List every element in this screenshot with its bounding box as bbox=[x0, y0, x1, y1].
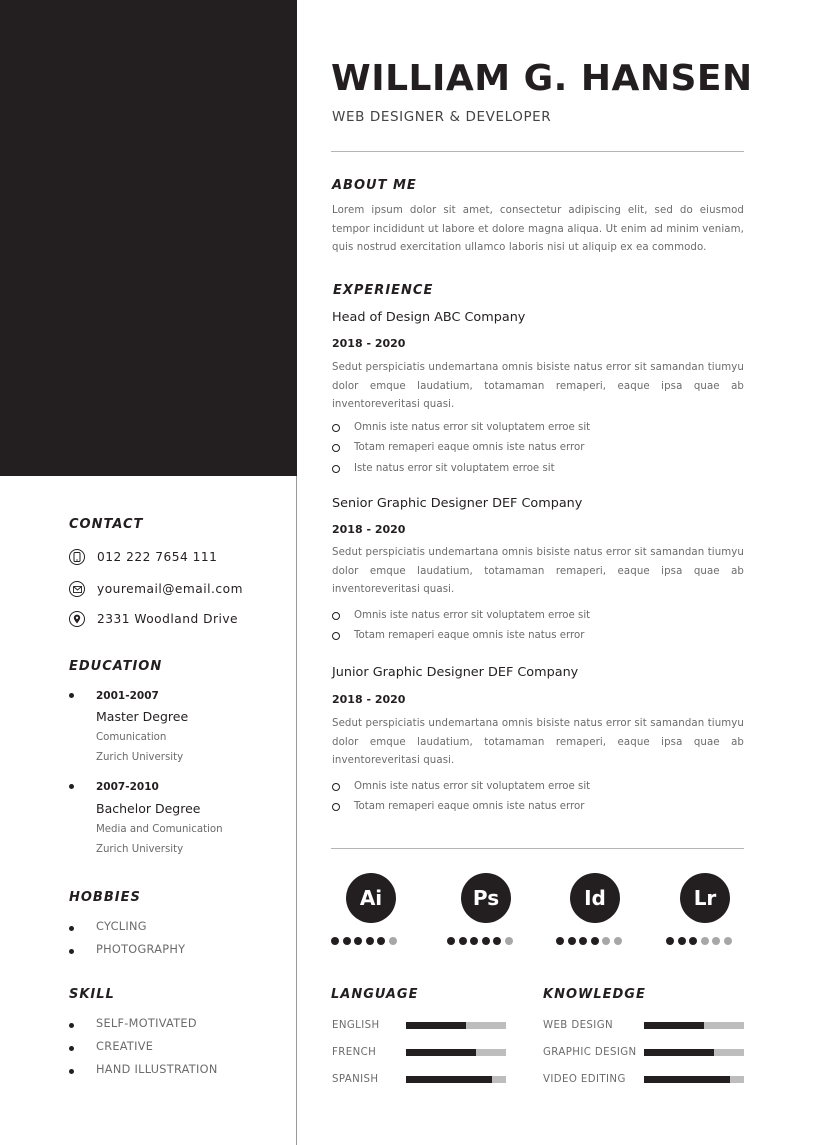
rating-dot-filled bbox=[366, 937, 374, 945]
rating-dot-filled bbox=[678, 937, 686, 945]
software-divider bbox=[331, 848, 744, 849]
skill-item: HAND ILLUSTRATION bbox=[96, 1063, 218, 1076]
rating-dot-filled bbox=[591, 937, 599, 945]
photoshop-rating bbox=[447, 937, 516, 945]
education-school: Zurich University bbox=[96, 752, 184, 763]
rating-dot-filled bbox=[447, 937, 455, 945]
language-bar-fill bbox=[406, 1049, 476, 1056]
education-years: 2007-2010 bbox=[96, 781, 159, 793]
job-title: Junior Graphic Designer DEF Company bbox=[332, 665, 579, 680]
experience-title: EXPERIENCE bbox=[333, 283, 434, 298]
indesign-logo: Id bbox=[570, 873, 620, 923]
job-title: Senior Graphic Designer DEF Company bbox=[332, 496, 583, 511]
rating-dot-empty bbox=[602, 937, 610, 945]
bullet-circle-icon bbox=[332, 783, 340, 791]
hobby-item: PHOTOGRAPHY bbox=[96, 943, 186, 956]
lightroom-logo: Lr bbox=[680, 873, 730, 923]
job-bullets bbox=[332, 606, 744, 647]
rating-dot-filled bbox=[689, 937, 697, 945]
resume-role: WEB DESIGNER & DEVELOPER bbox=[332, 109, 552, 125]
rating-dot-empty bbox=[389, 937, 397, 945]
rating-dot-filled bbox=[579, 937, 587, 945]
contact-title: CONTACT bbox=[69, 517, 144, 532]
rating-dot-filled bbox=[377, 937, 385, 945]
rating-dot-filled bbox=[343, 937, 351, 945]
rating-dot-filled bbox=[470, 937, 478, 945]
education-field: Comunication bbox=[96, 732, 167, 743]
bullet-circle-icon bbox=[332, 465, 340, 473]
job-bullets bbox=[332, 418, 744, 479]
bullet-circle-icon bbox=[332, 612, 340, 620]
bullet-dot-icon bbox=[69, 1046, 74, 1051]
job-years: 2018 - 2020 bbox=[332, 523, 406, 536]
knowledge-bar bbox=[644, 1022, 744, 1029]
list-item: Iste natus error sit voluptatem erroe sit bbox=[332, 459, 744, 479]
resume-name: WILLIAM G. HANSEN bbox=[331, 58, 753, 99]
list-item: Totam remaperi eaque omnis iste natus error bbox=[332, 438, 744, 458]
illustrator-logo: Ai bbox=[346, 873, 396, 923]
rating-dot-filled bbox=[331, 937, 339, 945]
knowledge-bar-fill bbox=[644, 1076, 730, 1083]
bullet-circle-icon bbox=[332, 632, 340, 640]
list-item: Totam remaperi eaque omnis iste natus error bbox=[332, 626, 744, 646]
contact-phone-row bbox=[69, 549, 217, 565]
language-bar bbox=[406, 1049, 506, 1056]
job-years: 2018 - 2020 bbox=[332, 337, 406, 350]
education-field: Media and Comunication bbox=[96, 824, 223, 835]
rating-dot-filled bbox=[556, 937, 564, 945]
lightroom-rating bbox=[666, 937, 735, 945]
bullet-circle-icon bbox=[332, 803, 340, 811]
rating-dot-empty bbox=[701, 937, 709, 945]
education-degree: Master Degree bbox=[96, 709, 189, 724]
education-school: Zurich University bbox=[96, 844, 184, 855]
bullet-dot-icon bbox=[69, 784, 74, 789]
phone-icon bbox=[69, 549, 85, 565]
about-text: Lorem ipsum dolor sit amet, consectetur adipiscing elit, sed do eiusmod tempor incididunt ut labore et dolore magna aliqua. Ut enim ad minim veniam, quis nostrud exercitation ullamco laboris nisi ut aliquip ex ea commodo. bbox=[332, 205, 744, 254]
list-item: Omnis iste natus error sit voluptatem erroe sit bbox=[332, 777, 744, 797]
knowledge-label: GRAPHIC DESIGN bbox=[543, 1047, 637, 1058]
knowledge-label: WEB DESIGN bbox=[543, 1020, 614, 1031]
bullet-dot-icon bbox=[69, 949, 74, 954]
rating-dot-empty bbox=[712, 937, 720, 945]
knowledge-title: KNOWLEDGE bbox=[543, 987, 646, 1002]
job-description: Sedut perspiciatis undemartana omnis bisiste natus error sit samandan tiumyu dolor emque laudatium, totamaman remaperi, eaque ipsa quae ab inventoreveritasi quasi. bbox=[332, 718, 744, 767]
contact-email-row bbox=[69, 581, 243, 597]
rating-dot-filled bbox=[568, 937, 576, 945]
bullet-dot-icon bbox=[69, 1023, 74, 1028]
bullet-circle-icon bbox=[332, 424, 340, 432]
hobbies-title: HOBBIES bbox=[69, 890, 141, 905]
knowledge-bar bbox=[644, 1049, 744, 1056]
rating-dot-filled bbox=[354, 937, 362, 945]
education-years: 2001-2007 bbox=[96, 690, 159, 702]
email-icon bbox=[69, 581, 85, 597]
knowledge-bar bbox=[644, 1076, 744, 1083]
rating-dot-filled bbox=[666, 937, 674, 945]
job-title: Head of Design ABC Company bbox=[332, 310, 526, 325]
education-title: EDUCATION bbox=[69, 659, 163, 674]
knowledge-bar-fill bbox=[644, 1049, 714, 1056]
about-title: ABOUT ME bbox=[332, 178, 417, 193]
skill-item: SELF-MOTIVATED bbox=[96, 1017, 197, 1030]
knowledge-label: VIDEO EDITING bbox=[543, 1074, 626, 1085]
location-pin-icon bbox=[69, 611, 85, 627]
language-bar-fill bbox=[406, 1076, 492, 1083]
rating-dot-filled bbox=[493, 937, 501, 945]
language-label: ENGLISH bbox=[332, 1020, 380, 1031]
language-bar bbox=[406, 1022, 506, 1029]
language-title: LANGUAGE bbox=[331, 987, 419, 1002]
column-divider bbox=[296, 476, 297, 1145]
knowledge-bar-fill bbox=[644, 1022, 704, 1029]
bullet-dot-icon bbox=[69, 1069, 74, 1074]
job-bullets bbox=[332, 777, 744, 818]
sidebar-black-block bbox=[0, 0, 297, 476]
contact-address-row bbox=[69, 611, 238, 627]
contact-email: youremail@email.com bbox=[97, 582, 243, 596]
rating-dot-empty bbox=[505, 937, 513, 945]
bullet-circle-icon bbox=[332, 444, 340, 452]
language-label: SPANISH bbox=[332, 1074, 379, 1085]
list-item: Totam remaperi eaque omnis iste natus error bbox=[332, 797, 744, 817]
photoshop-logo: Ps bbox=[461, 873, 511, 923]
job-description: Sedut perspiciatis undemartana omnis bisiste natus error sit samandan tiumyu dolor emque laudatium, totamaman remaperi, eaque ipsa quae ab inventoreveritasi quasi. bbox=[332, 547, 744, 596]
rating-dot-filled bbox=[482, 937, 490, 945]
bullet-dot-icon bbox=[69, 926, 74, 931]
illustrator-rating bbox=[331, 937, 400, 945]
bullet-dot-icon bbox=[69, 693, 74, 698]
rating-dot-empty bbox=[614, 937, 622, 945]
job-description: Sedut perspiciatis undemartana omnis bisiste natus error sit samandan tiumyu dolor emque laudatium, totamaman remaperi, eaque ipsa quae ab inventoreveritasi quasi. bbox=[332, 362, 744, 411]
language-bar bbox=[406, 1076, 506, 1083]
list-item: Omnis iste natus error sit voluptatem erroe sit bbox=[332, 418, 744, 438]
indesign-rating bbox=[556, 937, 625, 945]
contact-phone: 012 222 7654 111 bbox=[97, 550, 218, 564]
job-years: 2018 - 2020 bbox=[332, 693, 406, 706]
language-label: FRENCH bbox=[332, 1047, 377, 1058]
rating-dot-filled bbox=[459, 937, 467, 945]
contact-address: 2331 Woodland Drive bbox=[97, 612, 239, 626]
header-divider bbox=[331, 151, 744, 152]
education-degree: Bachelor Degree bbox=[96, 801, 201, 816]
rating-dot-empty bbox=[724, 937, 732, 945]
hobby-item: CYCLING bbox=[96, 920, 147, 933]
skill-item: CREATIVE bbox=[96, 1040, 154, 1053]
language-bar-fill bbox=[406, 1022, 466, 1029]
list-item: Omnis iste natus error sit voluptatem erroe sit bbox=[332, 606, 744, 626]
skill-title: SKILL bbox=[69, 987, 115, 1002]
